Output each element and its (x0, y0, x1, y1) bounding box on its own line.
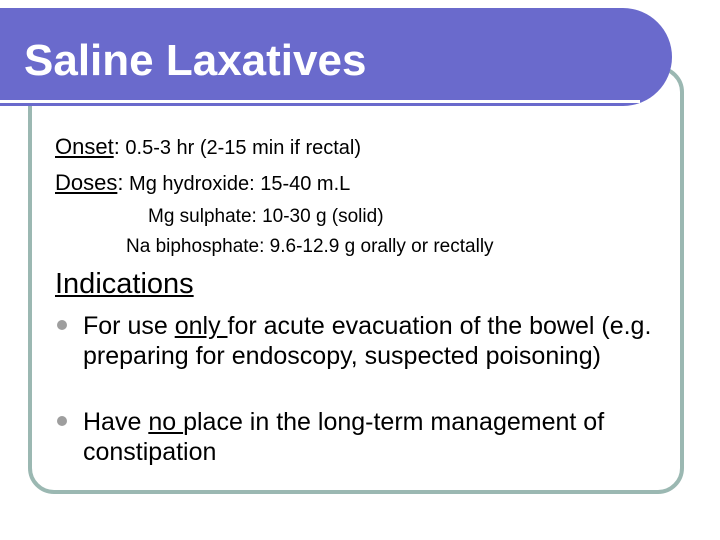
bullet-item-1 (83, 311, 673, 371)
bullet-dot-icon (57, 320, 67, 330)
slide-title: Saline Laxatives (24, 36, 367, 85)
title-bar (0, 8, 672, 106)
bullet-1-emphasis: only (174, 312, 228, 340)
bullet-item-2 (83, 407, 683, 467)
doses-colon: : (117, 170, 124, 195)
bullet-1-post: for acute evacuation of the bowel (e.g. preparing for endoscopy, suspected poisoning) (83, 312, 652, 370)
doses-value-2: Mg sulphate: 10-30 g (solid) (148, 206, 384, 227)
onset-label: Onset (55, 134, 114, 159)
doses-label: Doses (55, 170, 118, 195)
bullet-2-emphasis: no (148, 408, 184, 436)
bullet-dot-icon (57, 416, 67, 426)
bullet-1-pre: For use (83, 312, 175, 340)
onset-line (55, 134, 361, 160)
doses-value-1: Mg hydroxide: 15-40 m.L (123, 173, 351, 195)
doses-line (55, 170, 350, 196)
title-underline (0, 100, 640, 103)
onset-colon: : (113, 134, 120, 159)
onset-value: 0.5-3 hr (2-15 min if rectal) (119, 137, 362, 159)
indications-heading: Indications (55, 268, 194, 300)
bullet-2-post: place in the long-term management of constipation (83, 408, 605, 466)
bullet-2-pre: Have (83, 408, 149, 436)
doses-value-3: Na biphosphate: 9.6-12.9 g orally or rectally (126, 236, 494, 257)
